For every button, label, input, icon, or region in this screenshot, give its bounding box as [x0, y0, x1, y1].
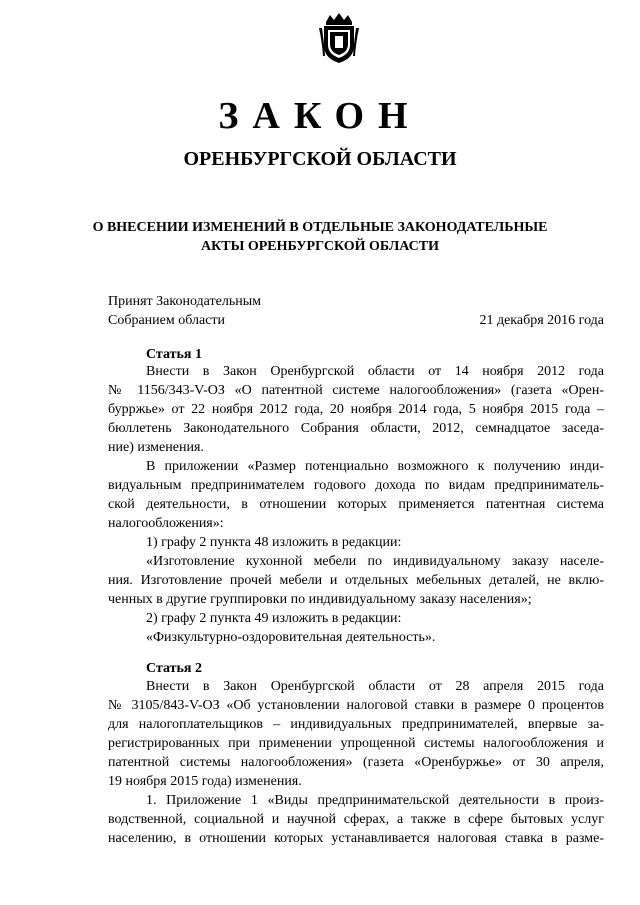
text-line: для налогоплательщиков – индивидуальных предпринимателей, впервые за-	[108, 717, 604, 732]
text-line: 1. Приложение 1 «Виды предпринимательской деятельности в произ-	[146, 793, 604, 808]
law-subject-line: АКТЫ ОРЕНБУРГСКОЙ ОБЛАСТИ	[201, 239, 439, 254]
article-1-heading: Статья 1	[146, 347, 202, 362]
text-line: ние) изменения.	[108, 440, 204, 455]
adoption-line: Принят Законодательным	[108, 294, 261, 309]
text-line: «Изготовление кухонной мебели по индивидуальному заказу населе-	[146, 554, 604, 569]
text-line: 1) графу 2 пункта 48 изложить в редакции:	[146, 535, 402, 550]
article-1-body	[108, 362, 604, 647]
text-line: № 1156/343-V-ОЗ «О патентной системе налогообложения» (газета «Орен-	[108, 383, 604, 398]
article-2-body	[108, 677, 604, 848]
text-line: ченных в другие группировки по индивидуальному заказу населения»;	[108, 592, 532, 607]
law-title: ЗАКОН	[218, 95, 422, 137]
text-line: 2) графу 2 пункта 49 изложить в редакции:	[146, 611, 402, 626]
text-line: В приложении «Размер потенциально возможного к получению инди-	[146, 459, 604, 474]
text-line: «Физкультурно-оздоровительная деятельность».	[146, 630, 436, 645]
text-line: населению, в отношении которых устанавливается налоговая ставка в разме-	[108, 831, 604, 846]
text-line: налогообложения»:	[108, 516, 224, 531]
text-line: ской деятельности, в отношении которых применяется патентная система	[108, 497, 604, 512]
text-line: бурржье» от 22 ноября 2012 года, 20 ноября 2014 года, 5 ноября 2015 года –	[108, 402, 604, 417]
text-line: Внести в Закон Оренбургской области от 28 апреля 2015 года	[146, 679, 604, 694]
law-subject-line: О ВНЕСЕНИИ ИЗМЕНЕНИЙ В ОТДЕЛЬНЫЕ ЗАКОНОДАТЕЛЬНЫЕ	[92, 220, 548, 235]
region-title: ОРЕНБУРГСКОЙ ОБЛАСТИ	[183, 148, 457, 170]
text-line: патентной системы налогообложения» (газета «Оренбуржье» от 30 апреля,	[108, 755, 604, 770]
text-line: № 3105/843-V-ОЗ «Об установлении налоговой ставки в размере 0 процентов	[108, 698, 604, 713]
adoption-date: 21 декабря 2016 года	[479, 313, 604, 328]
article-2-heading: Статья 2	[146, 661, 202, 676]
adoption-note	[108, 292, 261, 330]
text-line: бюллетень Законодательного Собрания области, 2012, семнадцатое заседа-	[108, 421, 604, 436]
text-line: регистрированных при применении упрощенной системы налогообложения и	[108, 736, 604, 751]
text-line: Внести в Закон Оренбургской области от 14 ноября 2012 года	[146, 364, 604, 379]
text-line: ния. Изготовление прочей мебели и отдельных мебельных деталей, не вклю-	[108, 573, 604, 588]
text-line: 19 ноября 2015 года) изменения.	[108, 774, 302, 789]
adoption-line: Собранием области	[108, 313, 226, 328]
text-line: водственной, социальной и научной сферах, а также в сфере бытовых услуг	[108, 812, 604, 827]
orenburg-coat-of-arms-icon	[318, 12, 360, 64]
law-subject	[0, 218, 640, 256]
text-line: видуальным предпринимателем годового дохода по видам предприниматель-	[108, 478, 604, 493]
